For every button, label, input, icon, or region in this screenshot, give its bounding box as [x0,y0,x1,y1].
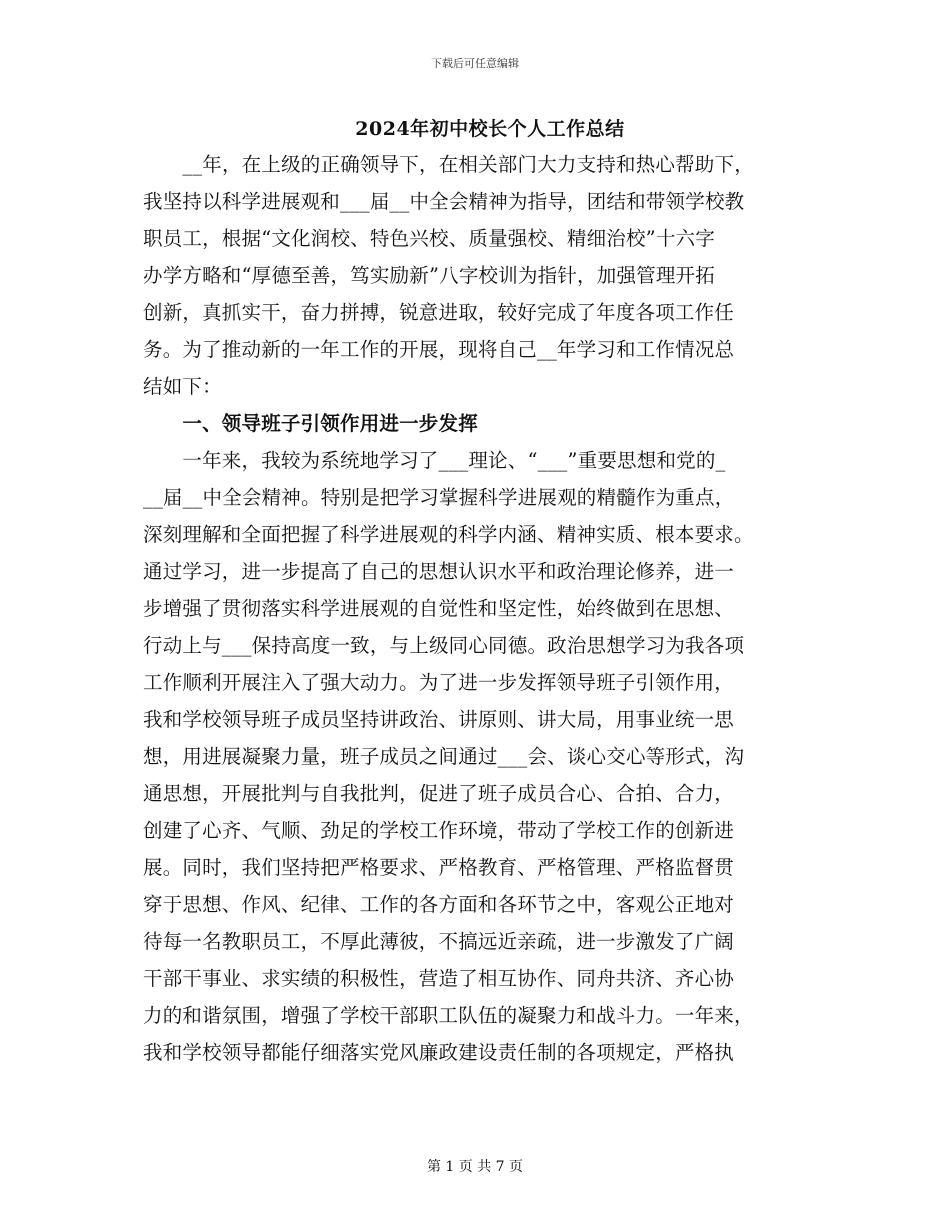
body-line: 行动上与___保持高度一致，与上级同心同德。政治思想学习为我各项 [143,634,745,657]
body-line: 步增强了贯彻落实科学进展观的自觉性和坚定性，始终做到在思想、 [143,597,735,620]
body-line: 待每一名教职员工，不厚此薄彼，不搞远近亲疏，进一步激发了广阔 [143,930,735,953]
body-line: 职员工，根据“文化润校、特色兴校、质量强校、精细治校”十六字 [143,227,715,250]
body-line: 力的和谐氛围，增强了学校干部职工队伍的凝聚力和战斗力。一年来， [143,1004,754,1027]
header-note: 下载后可任意编辑 [431,57,519,70]
body-line: 创建了心齐、气顺、劲足的学校工作环境，带动了学校工作的创新进 [143,819,735,842]
body-line: 结如下： [143,375,222,398]
body-line: 穿于思想、作风、纪律、工作的各方面和各环节之中，客观公正地对 [143,893,735,916]
body-line: __届__中全会精神。特别是把学习掌握科学进展观的精髓作为重点， [143,486,735,509]
body-line: 想，用进展凝聚力量，班子成员之间通过___会、谈心交心等形式，沟 [143,745,745,768]
body-line: 务。为了推动新的一年工作的开展，现将自己__年学习和工作情况总 [143,338,735,361]
body-line: __年，在上级的正确领导下，在相关部门大力支持和热心帮助下， [143,153,754,176]
body-line: 展。同时，我们坚持把严格要求、严格教育、严格管理、严格监督贯 [143,856,735,879]
body-line: 我和学校领导班子成员坚持讲政治、讲原则、讲大局，用事业统一思 [143,708,735,731]
body-line: 我和学校领导都能仔细落实党风廉政建设责任制的各项规定，严格执 [143,1041,735,1064]
document-title: 2024年初中校长个人工作总结 [355,118,625,140]
body-line: 一年来，我较为系统地学习了___理论、“___”重要思想和党的_ [143,449,726,472]
body-line: 工作顺利开展注入了强大动力。为了进一步发挥领导班子引领作用， [143,671,735,694]
page-number: 第 1 页 共 7 页 [426,1159,524,1175]
body-line: 干部干事业、求实绩的积极性，营造了相互协作、同舟共济、齐心协 [143,967,735,990]
section-heading: 一、领导班子引领作用进一步发挥 [143,412,478,435]
body-line: 通过学习，进一步提高了自己的思想认识水平和政治理论修养，进一 [143,560,735,583]
body-line: 办学方略和“厚德至善，笃实励新”八字校训为指针，加强管理开拓 [143,264,715,287]
body-line: 我坚持以科学进展观和___届__中全会精神为指导，团结和带领学校教 [143,190,745,213]
document-body [143,146,809,1071]
body-line: 深刻理解和全面把握了科学进展观的科学内涵、精神实质、根本要求。 [143,523,754,546]
body-line: 创新，真抓实干，奋力拼搏，锐意进取，较好完成了年度各项工作任 [143,301,735,324]
body-line: 通思想，开展批判与自我批判，促进了班子成员合心、合拍、合力， [143,782,735,805]
